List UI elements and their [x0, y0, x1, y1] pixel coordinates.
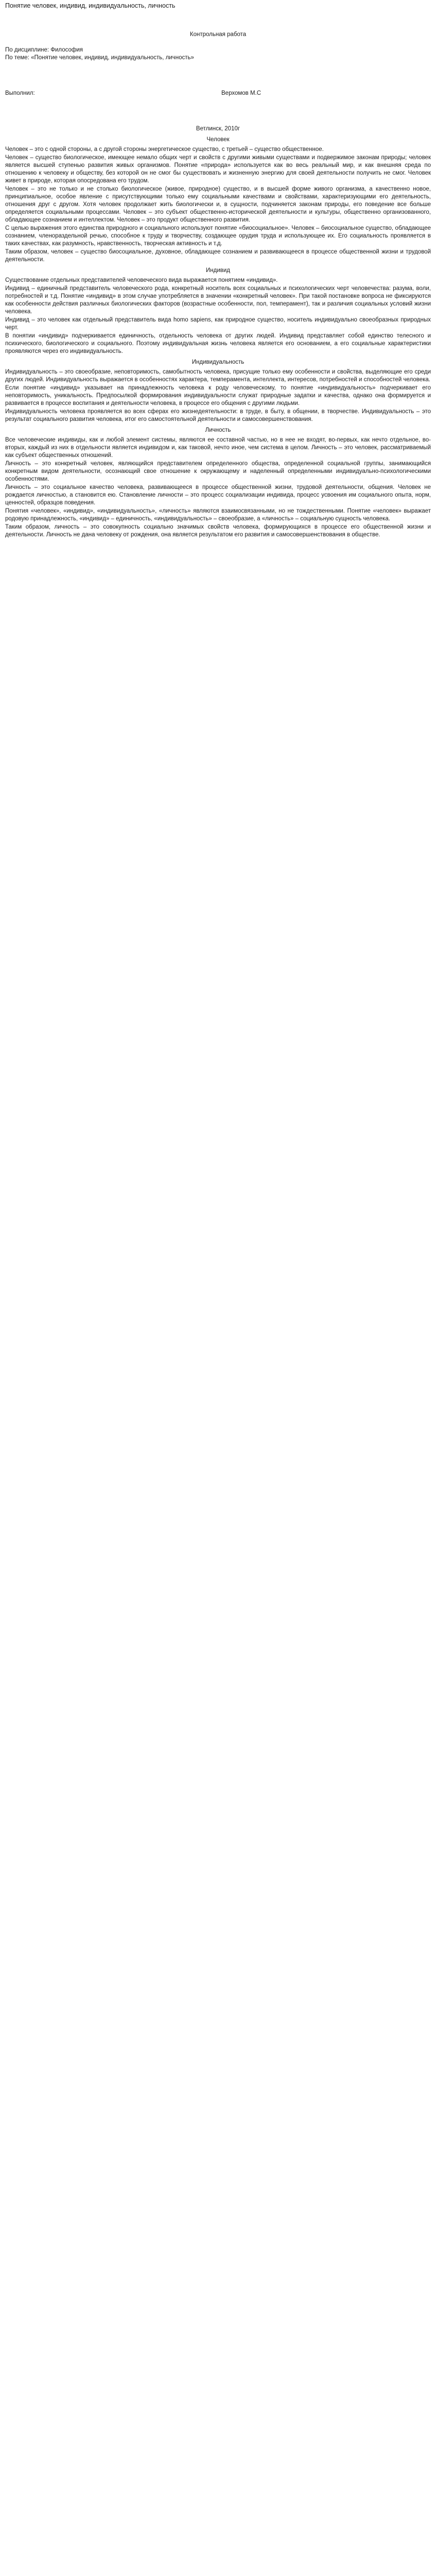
paragraph: Индивидуальность – это своеобразие, неповторимость, самобытность человека, присущие только ему особенности и свойства, выделяющие его среди других людей. Индивидуальность выражается в особенностях характера, темперамента, интеллекта, интересов, потребностей и способностей человека.	[5, 369, 431, 383]
city-year: Ветлинск, 2010г	[196, 126, 240, 132]
section	[5, 136, 431, 264]
work-type: Контрольная работа	[189, 31, 247, 38]
document-body	[5, 136, 431, 539]
topic-line: По теме: «Понятие человек, индивид, индивидуальность, личность»	[5, 55, 194, 61]
section-heading: Индивид	[206, 267, 230, 274]
paragraph: Личность – это социальное качество человека, развивающееся в процессе общественной жизни, трудовой деятельности, общения. Человек не рождается личностью, а становится ею. Становление личности – это процесс социализации индивида, процесс усвоения им социального опыта, норм, ценностей, образцов поведения.	[5, 484, 431, 506]
paragraph: В понятии «индивид» подчеркивается единичность, отдельность человека от других людей. Индивид представляет собой единство телесного и психического, биологического и социального. Поэтому индивидуальная жизнь человека является его основанием, а его социальные характеристики проявляются через его индивидуальность.	[5, 333, 431, 354]
performer-label: Выполнил:	[5, 90, 35, 96]
section-heading: Индивидуальность	[191, 359, 245, 365]
paragraph: Индивидуальность человека проявляется во всех сферах его жизнедеятельности: в труде, в быту, в общении, в творчестве. Индивидуальность – это результат социального развития человека, итог его самостоятельной деятельности и самосовершенствования.	[5, 409, 431, 422]
paragraph: Человек – это с одной стороны, а с другой стороны энергетическое существо, с третьей – существо общественное.	[5, 146, 324, 152]
paragraph: Все человеческие индивиды, как и любой элемент системы, являются ее составной частью, но в нее не входят, во-первых, как нечто отдельное, во-вторых, каждый из них в отдельности является индивидом и, как таковой, нечто иное, чем система в целом. Личность – это человек, рассматриваемый как субъект общественных отношений.	[5, 437, 431, 459]
paragraph: Таким образом, личность – это совокупность социально значимых свойств человека, формирующихся в процессе его общественной жизни и деятельности. Личность не дана человеку от рождения, она является результатом его развития и самосовершенствования в обществе.	[5, 524, 431, 538]
paragraph: Человек – существо биологическое, имеющее немало общих черт и свойств с другими живыми существами и подвержимое законам природы; человек является высшей ступенью развития живых организмов. Понятие «природа» используется как во весь реальный мир, и как внешняя среда по отношению к человеку и обществу, без которой он не смог бы существовать и жизненную энергию для своей деятельности получить не смог. Человек живет в природе, которая опосредована его трудом.	[5, 155, 431, 184]
performer-row	[5, 90, 431, 97]
section	[5, 359, 431, 423]
paragraph: Индивид – это человек как отдельный представитель вида homo sapiens, как природное существо, носитель индивидуально своеобразных природных черт.	[5, 317, 431, 331]
paragraph: С целью выражения этого единства природного и социального используют понятие «биосоциальное». Человек – биосоциальное существо, обладающее сознанием, членораздельной речью, способное к труду и творчеству, создающее орудия труда и использующее их. Его социальность проявляется в таких качествах, как разумность, нравственность, творческая активность и т.д.	[5, 225, 431, 247]
paragraph: Существование отдельных представителей человеческого вида выражается понятием «индивид».	[5, 277, 278, 283]
paragraph: Человек – это не только и не столько биологическое (живое, природное) существо, и в высшей форме живого организма, а качественно новое, принципиальное, особое явление с присутствующими только ему социальными качествами и свойствами, характеризующими его деятельность, отношения друг с другом. Хотя человек продолжает жить биологически и, в сущности, подчиняется законам природы, его поведение все больше определяется социальными процессами. Человек – это субъект общественно-исторической деятельности и культуры, общественно организованного, обладающее сознанием и интеллектом. Человек – это продукт общественного развития.	[5, 186, 431, 223]
section-heading: Человек	[206, 137, 230, 143]
paragraph: Если понятие «индивид» указывает на принадлежность человека к роду человеческому, то понятие «индивидуальность» подчеркивает его неповторимость, уникальность. Предпосылкой формирования индивидуальности служат природные задатки и качества, однако она формируется и развивается в процессе воспитания и деятельности человека, в процессе его общения с другими людьми.	[5, 385, 431, 406]
section	[5, 427, 431, 539]
paragraph: Индивид – единичный представитель человеческого рода, конкретный носитель всех социальных и психологических черт человечества: разума, воли, потребностей и т.д. Понятие «индивид» в этом случае употребляется в значении «конкретный человек». При такой постановке вопроса не фиксируются как особенности действия различных биологических факторов (возрастные особенности, пол, темперамент), так и различия социальных условий жизни человека.	[5, 285, 431, 315]
document-title: Понятие человек, индивид, индивидуальность, личность	[5, 2, 176, 9]
paragraph: Таким образом, человек – существо биосоциальное, духовное, обладающее сознанием и развивающееся в процессе общественной жизни и трудовой деятельности.	[5, 249, 431, 263]
performer-name: Верхомов М.С	[221, 90, 261, 96]
paragraph: Понятия «человек», «индивид», «индивидуальность», «личность» являются взаимосвязанными, но не тождественными. Понятие «человек» выражает родовую принадлежность, «индивид» – единичность, «индивидуальность» – своеобразие, а «личность» – социальную сущность человека.	[5, 508, 431, 522]
section	[5, 267, 431, 355]
section-heading: Личность	[205, 427, 231, 433]
discipline-line: По дисциплине: Философия	[5, 47, 83, 53]
paragraph: Личность – это конкретный человек, являющийся представителем определенного общества, определенной социальной группы, занимающийся конкретным видом деятельности, осознающий свое отношение к окружающему и наделенный определенными индивидуально-психологическими особенностями.	[5, 461, 431, 482]
